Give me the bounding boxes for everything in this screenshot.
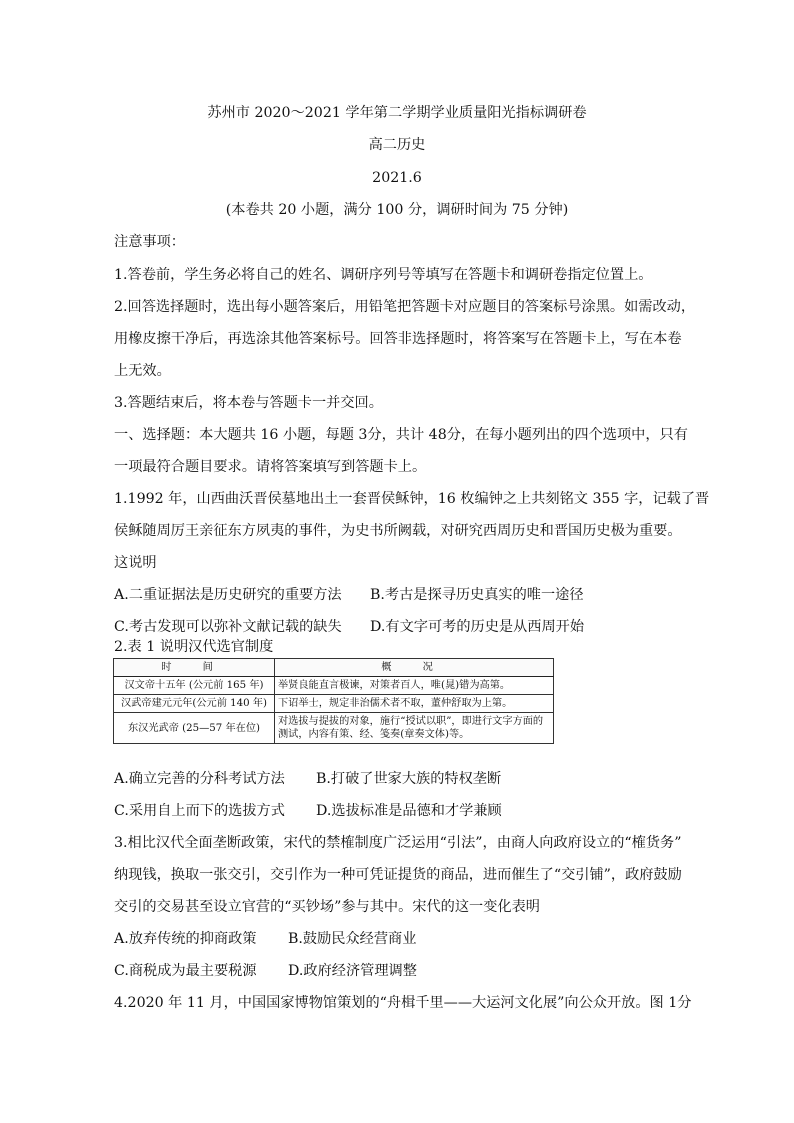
q2-stem: 2.表 1 说明汉代选官制度: [114, 639, 274, 655]
q2-option-c: C.采用自上而下的选拔方式: [114, 803, 285, 819]
q1-option-c: C.考古发现可以弥补文献记载的缺失: [114, 619, 342, 635]
table-cell-time: 东汉光武帝 (25—57 年在位): [114, 713, 275, 744]
q3-stem-line-3: 交引的交易甚至设立官营的“买钞场”参与其中。宋代的这一变化表明: [114, 899, 540, 915]
table-cell-desc: 下诏举士，规定非治儒术者不取，董仲舒取为上第。: [275, 695, 554, 713]
table-1: [113, 658, 554, 744]
q1-stem-line-2: 侯稣随周厉王亲征东方夙夷的事件，为史书所阙载，对研究西周历史和晋国历史极为重要。: [114, 523, 682, 539]
q1-option-b: B.考古是探寻历史真实的唯一途径: [370, 587, 584, 603]
q2-option-b: B.打破了世家大族的特权垄断: [316, 771, 502, 787]
exam-info: (本卷共 20 小题，满分 100 分，调研时间为 75 分钟): [225, 202, 569, 218]
q1-stem-line-3: 这说明: [114, 555, 157, 571]
table-cell-desc: 举贤良能直言极谏，对策者百人，唯(晁)错为高第。: [275, 677, 554, 695]
section-1-line-2: 一项最符合题目要求。请将答案填写到答题卡上。: [114, 459, 427, 475]
q1-stem-line-1: 1.1992 年，山西曲沃晋侯墓地出土一套晋侯稣钟，16 枚编钟之上共刻铭文 355 字，记载了晋: [114, 491, 710, 507]
q3-option-a: A.放弃传统的抑商政策: [114, 931, 257, 947]
table-header-row: [114, 659, 554, 677]
table-row: [114, 677, 554, 695]
q3-option-b: B.鼓励民众经营商业: [288, 931, 417, 947]
q4-stem-line-1: 4.2020 年 11 月，中国国家博物馆策划的“舟楫千里——大运河文化展”向公众开放。图 1分: [114, 995, 692, 1011]
table-cell-desc: 对选拔与提拔的对象，施行“授试以职”，即进行文字方面的测试，内容有策、经、笺奏(章奏文体)等。: [275, 713, 554, 744]
exam-title: 苏州市 2020～2021 学年第二学期学业质量阳光指标调研卷: [207, 105, 587, 121]
q3-stem-line-2: 纳现钱，换取一张交引，交引作为一种可凭证提货的商品，进而催生了“交引铺”，政府鼓励: [114, 867, 682, 883]
exam-subject: 高二历史: [368, 137, 426, 153]
exam-date: 2021.6: [372, 170, 422, 186]
notice-heading: 注意事项：: [114, 234, 185, 250]
notice-item-2-line-1: 2.回答选择题时，选出每小题答案后，用铅笔把答题卡对应题目的答案标号涂黑。如需改动，: [114, 299, 696, 315]
notice-item-1: 1.答卷前，学生务必将自己的姓名、调研序列号等填写在答题卡和调研卷指定位置上。: [114, 267, 653, 283]
q3-option-c: C.商税成为最主要税源: [114, 963, 257, 979]
q3-option-d: D.政府经济管理调整: [288, 963, 417, 979]
q1-option-d: D.有文字可考的历史是从西周开始: [370, 619, 585, 635]
q3-stem-line-1: 3.相比汉代全面垄断政策，宋代的禁榷制度广泛运用“引法”，由商人向政府设立的“榷货务”: [114, 835, 682, 851]
section-1-line-1: 一、选择题：本大题共 16 小题，每题 3分，共计 48分，在每小题列出的四个选项中，只有: [114, 427, 688, 443]
q2-option-d: D.选拔标准是品德和才学兼顾: [316, 803, 502, 819]
q1-option-a: A.二重证据法是历史研究的重要方法: [114, 587, 342, 603]
table-header-desc: 概 况: [275, 659, 554, 677]
table-header-time: 时 间: [114, 659, 275, 677]
notice-item-3: 3.答题结束后，将本卷与答题卡一并交回。: [114, 395, 383, 411]
notice-item-2-line-2: 用橡皮擦干净后，再选涂其他答案标号。回答非选择题时，将答案写在答题卡上，写在本卷: [114, 331, 682, 347]
table-row: [114, 695, 554, 713]
table-row: [114, 713, 554, 744]
table-cell-time: 汉武帝建元元年(公元前 140 年): [114, 695, 275, 713]
table-cell-time: 汉文帝十五年 (公元前 165 年): [114, 677, 275, 695]
q2-option-a: A.确立完善的分科考试方法: [114, 771, 285, 787]
notice-item-2-line-3: 上无效。: [114, 363, 171, 379]
